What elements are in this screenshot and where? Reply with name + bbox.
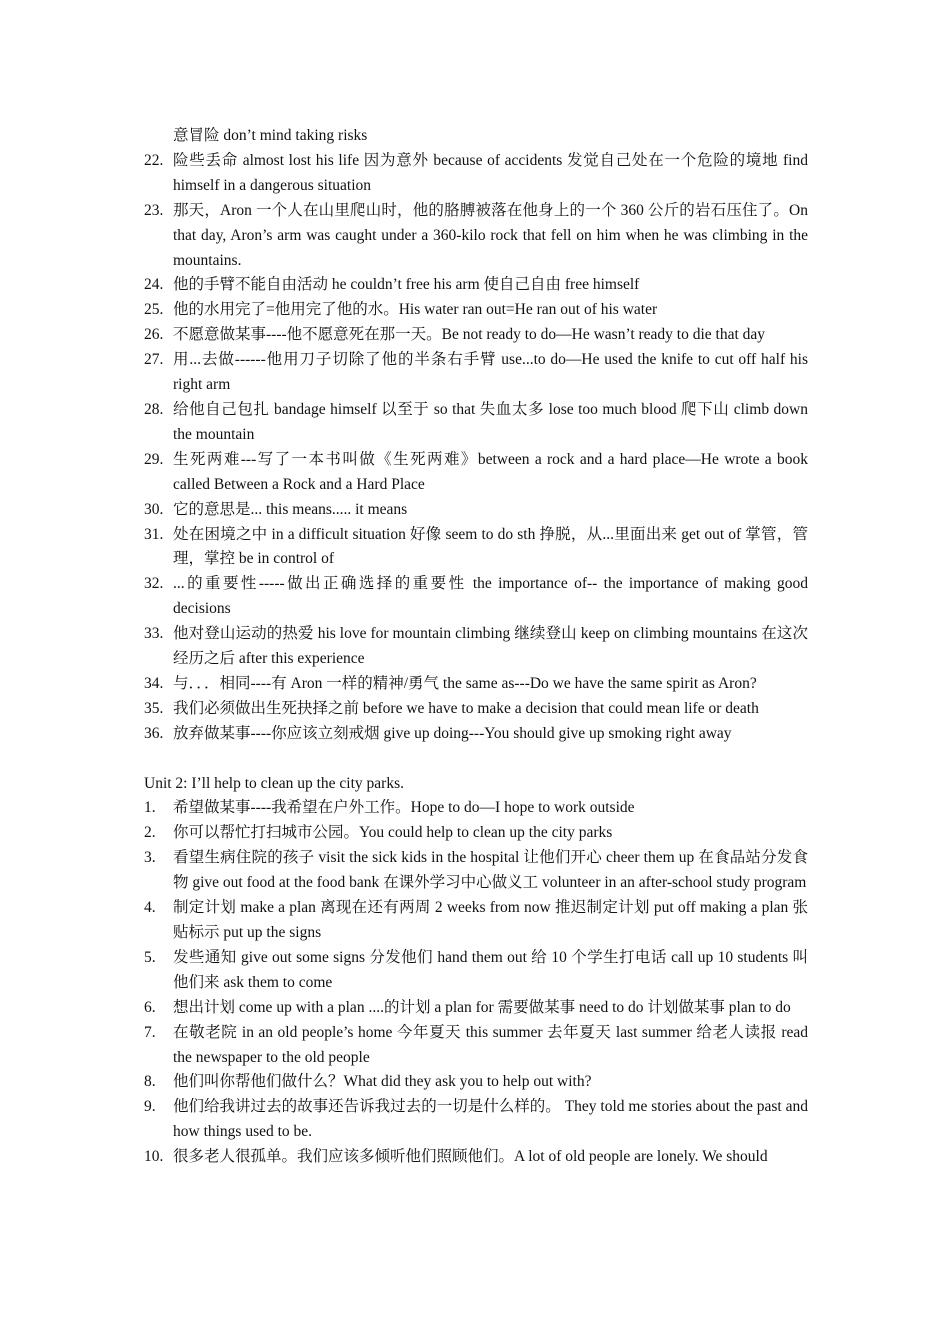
item-number: 1. (144, 799, 156, 817)
item-text: 在敬老院 in an old people’s home 今年夏天 this summer 去年夏天 last summer 给老人读报 read the newspaper to the old people (173, 1023, 808, 1066)
item-number: 3. (144, 849, 156, 867)
item-text: 他的手臂不能自由活动 he couldn’t free his arm 使自己自由 free himself (173, 276, 640, 294)
item-text: 希望做某事----我希望在户外工作。Hope to do—I hope to work outside (173, 799, 635, 817)
item-number: 25. (144, 301, 164, 319)
item-number: 34. (144, 674, 164, 692)
list-item (144, 722, 808, 747)
list-item (144, 199, 808, 274)
item-text: 生死两难---写了一本书叫做《生死两难》between a rock and a hard place—He wrote a book called Between a Rock and a Hard Place (173, 450, 808, 493)
item-text: 它的意思是... this means..... it means (173, 500, 408, 518)
item-text: 看望生病住院的孩子 visit the sick kids in the hospital 让他们开心 cheer them up 在食品站分发食物 give out food at the food bank 在课外学习中心做义工 volunteer in an after-school study program (173, 849, 808, 892)
list-item (144, 846, 808, 896)
item-number: 23. (144, 201, 164, 219)
item-number: 27. (144, 351, 164, 369)
item-text: 给他自己包扎 bandage himself 以至于 so that 失血太多 lose too much blood 爬下山 climb down the mountain (173, 400, 808, 443)
list-item (144, 448, 808, 498)
item-number: 22. (144, 151, 164, 169)
list-item (144, 896, 808, 946)
list-item (144, 323, 808, 348)
list-item (144, 572, 808, 622)
item-text: 险些丢命 almost lost his life 因为意外 because of accidents 发觉自己处在一个危险的境地 find himself in a dangerous situation (173, 151, 808, 194)
list-item (144, 273, 808, 298)
item-number: 31. (144, 525, 164, 543)
item-text: 发些通知 give out some signs 分发他们 hand them out 给 10 个学生打电话 call up 10 students 叫他们来 ask them to come (173, 948, 808, 991)
list-item (144, 996, 808, 1021)
list-item (144, 672, 808, 697)
continuation-line: 意冒险 don’t mind taking risks (173, 127, 368, 144)
item-number: 9. (144, 1098, 156, 1116)
item-text: 用...去做------他用刀子切除了他的半条右手臂 use...to do—He used the knife to cut off half his right arm (173, 351, 808, 394)
item-number: 33. (144, 625, 164, 643)
list-item (144, 821, 808, 846)
page-content (144, 124, 808, 1170)
item-number: 4. (144, 899, 156, 917)
item-number: 26. (144, 326, 164, 344)
item-number: 10. (144, 1148, 164, 1166)
list-item (144, 1095, 808, 1145)
item-text: 你可以帮忙打扫城市公园。You could help to clean up the city parks (173, 824, 613, 842)
list-item (144, 398, 808, 448)
item-text: 他们叫你帮他们做什么？What did they ask you to help out with? (173, 1073, 592, 1091)
item-number: 5. (144, 948, 156, 966)
item-number: 24. (144, 276, 164, 294)
list-item (144, 348, 808, 398)
item-text: 放弃做某事----你应该立刻戒烟 give up doing---You should give up smoking right away (173, 724, 732, 742)
list-item (144, 149, 808, 199)
unit1-list (144, 149, 808, 747)
item-text: ...的重要性-----做出正确选择的重要性 the importance of-- the importance of making good decisions (173, 575, 808, 618)
list-item (144, 298, 808, 323)
list-item (144, 1070, 808, 1095)
item-text: 与．．．相同----有 Aron 一样的精神/勇气 the same as---Do we have the same spirit as Aron? (173, 674, 757, 692)
list-item (144, 697, 808, 722)
item-number: 29. (144, 450, 164, 468)
unit2-list (144, 796, 808, 1170)
list-item (144, 1021, 808, 1071)
item-number: 28. (144, 400, 164, 418)
list-item (144, 622, 808, 672)
item-number: 36. (144, 724, 164, 742)
item-text: 他对登山运动的热爱 his love for mountain climbing 继续登山 keep on climbing mountains 在这次经历之后 after this experience (173, 625, 808, 668)
item-number: 32. (144, 575, 164, 593)
item-text: 想出计划 come up with a plan ....的计划 a plan for 需要做某事 need to do 计划做某事 plan to do (173, 998, 791, 1016)
item-text: 他们给我讲过去的故事还告诉我过去的一切是什么样的。 They told me stories about the past and how things used to be. (173, 1098, 808, 1141)
item-text: 我们必须做出生死抉择之前 before we have to make a decision that could mean life or death (173, 699, 759, 717)
item-text: 很多老人很孤单。我们应该多倾听他们照顾他们。A lot of old people are lonely. We should (173, 1148, 768, 1166)
item-text: 不愿意做某事----他不愿意死在那一天。Be not ready to do—He wasn’t ready to die that day (173, 326, 766, 344)
item-number: 6. (144, 998, 156, 1016)
item-number: 7. (144, 1023, 156, 1041)
section-spacer (144, 747, 808, 772)
item-text: 制定计划 make a plan 离现在还有两周 2 weeks from now 推迟制定计划 put off making a plan 张贴标示 put up the signs (173, 899, 808, 941)
item-number: 8. (144, 1073, 156, 1091)
item-text: 处在困境之中 in a difficult situation 好像 seem to do sth 挣脱，从...里面出来 get out of 掌管，管理，掌控 be in control of (173, 525, 808, 568)
item-text: 他的水用完了=他用完了他的水。His water ran out=He ran out of his water (173, 301, 658, 319)
list-item (144, 498, 808, 523)
item-number: 2. (144, 824, 156, 842)
item-text: 那天，Aron 一个人在山里爬山时，他的胳膊被落在他身上的一个 360 公斤的岩石压住了。On that day, Aron’s arm was caught under a 360-kilo rock that fell on him when he was climbing in the mountains. (173, 201, 808, 269)
unit2-heading: Unit 2: I’ll help to clean up the city parks. (144, 774, 404, 792)
list-item (144, 1145, 808, 1170)
list-item (144, 946, 808, 996)
list-item (144, 523, 808, 573)
item-number: 35. (144, 699, 164, 717)
item-number: 30. (144, 500, 164, 518)
list-item (144, 796, 808, 821)
